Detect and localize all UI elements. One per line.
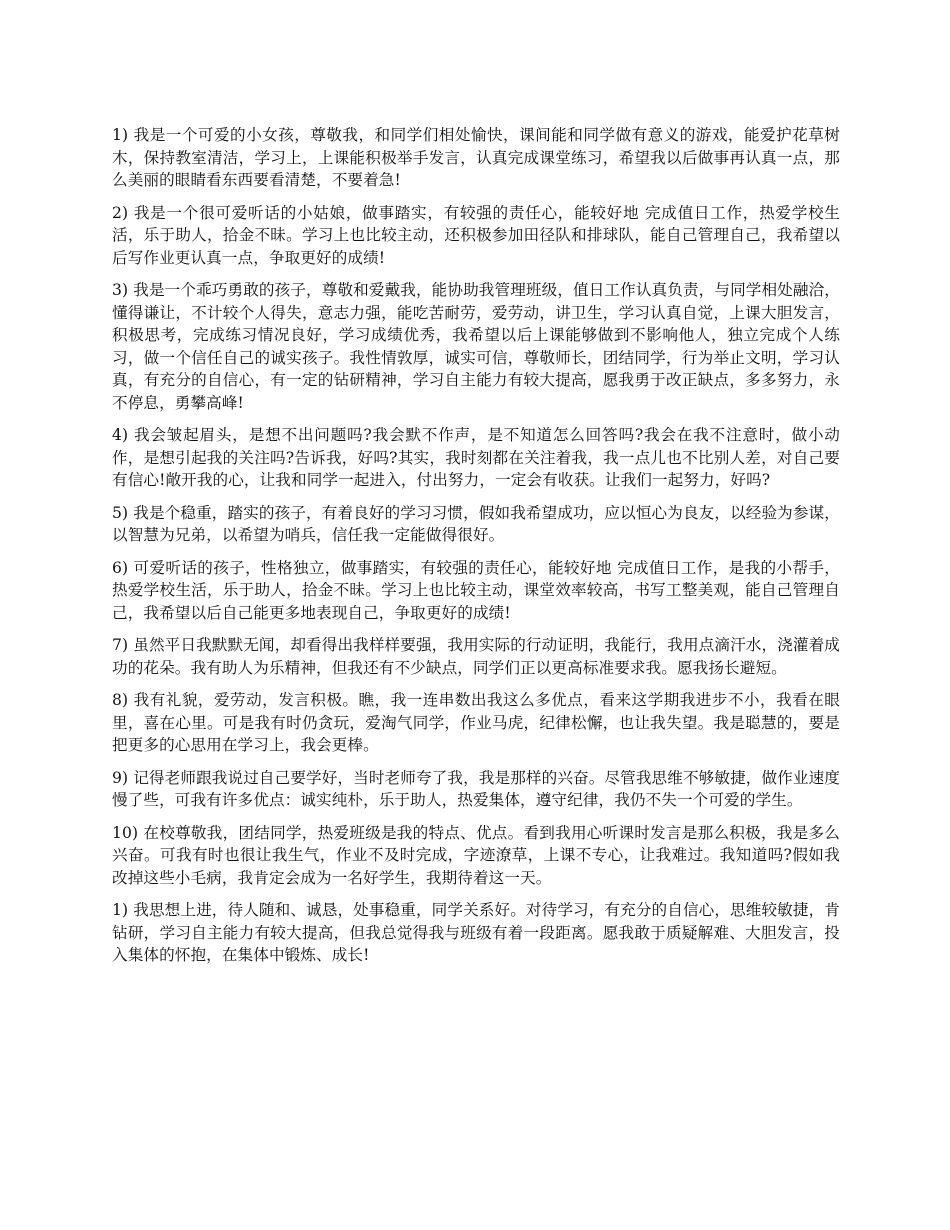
paragraph: 9) 记得老师跟我说过自己要学好，当时老师夸了我，我是那样的兴奋。尽管我思维不够敏捷，做作业速度慢了些，可我有许多优点：诚实纯朴，乐于助人，热爱集体，遵守纪律，我仍不失一个可爱的学生。	[112, 768, 840, 809]
paragraph: 10) 在校尊敬我，团结同学，热爱班级是我的特点、优点。看到我用心听课时发言是那么积极，我是多么兴奋。可我有时也很让我生气，作业不及时完成，字迹潦草，上课不专心，让我难过。我知道吗?假如我改掉这些小毛病，我肯定会成为一名好学生，我期待着这一天。	[112, 823, 840, 887]
paragraph: 3) 我是一个乖巧勇敢的孩子，尊敬和爱戴我，能协助我管理班级，值日工作认真负责，与同学相处融洽，懂得谦让，不计较个人得失，意志力强，能吃苦耐劳，爱劳动，讲卫生，学习认真自觉，上课大胆发言，积极思考，完成练习情况良好，学习成绩优秀，我希望以后上课能够做到不影响他人，独立完成个人练习，做一个信任自己的诚实孩子。我性情敦厚，诚实可信，尊敬师长，团结同学，行为举止文明，学习认真，有充分的自信心，有一定的钻研精神，学习自主能力有较大提高，愿我勇于改正缺点，多多努力，永不停息，勇攀高峰!	[112, 281, 840, 412]
paragraph: 4) 我会皱起眉头，是想不出问题吗?我会默不作声，是不知道怎么回答吗?我会在我不注意时，做小动作，是想引起我的关注吗?告诉我，好吗?其实，我时刻都在关注着我，我一点儿也不比别人差，对自己要有信心!敞开我的心，让我和同学一起进入，付出努力，一定会有收获。让我们一起努力，好吗?	[112, 426, 840, 489]
paragraph: 1) 我是一个可爱的小女孩，尊敬我，和同学们相处愉快，课间能和同学做有意义的游戏，能爱护花草树木，保持教室清洁，学习上，上课能积极举手发言，认真完成课堂练习，希望我以后做事再认真一点，那么美丽的眼睛看东西要看清楚，不要着急!	[112, 126, 840, 189]
paragraph: 8) 我有礼貌，爱劳动，发言积极。瞧，我一连串数出我这么多优点，看来这学期我进步不小，我看在眼里，喜在心里。可是我有时仍贪玩，爱淘气同学，作业马虎，纪律松懈，也让我失望。我是聪慧的，要是把更多的心思用在学习上，我会更棒。	[112, 691, 840, 754]
paragraph: 6) 可爱听话的孩子，性格独立，做事踏实，有较强的责任心，能较好地 完成值日工作，是我的小帮手，热爱学校生活，乐于助人，拾金不昧。学习上也比较主动，课堂效率较高，书写工整美观，能自己管理自己，我希望以后自己能更多地表现自己，争取更好的成绩!	[112, 558, 840, 622]
paragraph: 7) 虽然平日我默默无闻，却看得出我样样要强，我用实际的行动证明，我能行，我用点滴汗水，浇灌着成功的花朵。我有助人为乐精神，但我还有不少缺点，同学们正以更高标准要求我。愿我扬长避短。	[112, 636, 840, 677]
document-body	[112, 124, 840, 977]
paragraph: 1) 我思想上进，待人随和、诚恳，处事稳重，同学关系好。对待学习，有充分的自信心，思维较敏捷，肯钻研，学习自主能力有较大提高，但我总觉得我与班级有着一段距离。愿我敢于质疑解难、大胆发言，投入集体的怀抱，在集体中锻炼、成长!	[112, 901, 840, 964]
paragraph: 5) 我是个稳重，踏实的孩子，有着良好的学习习惯，假如我希望成功，应以恒心为良友，以经验为参谋，以智慧为兄弟，以希望为哨兵，信任我一定能做得很好。	[112, 503, 840, 544]
paragraph: 2) 我是一个很可爱听话的小姑娘，做事踏实，有较强的责任心，能较好地 完成值日工作，热爱学校生活，乐于助人，拾金不昧。学习上也比较主动，还积极参加田径队和排球队，能自己管理自己，我希望以后写作业更认真一点，争取更好的成绩!	[112, 203, 840, 267]
